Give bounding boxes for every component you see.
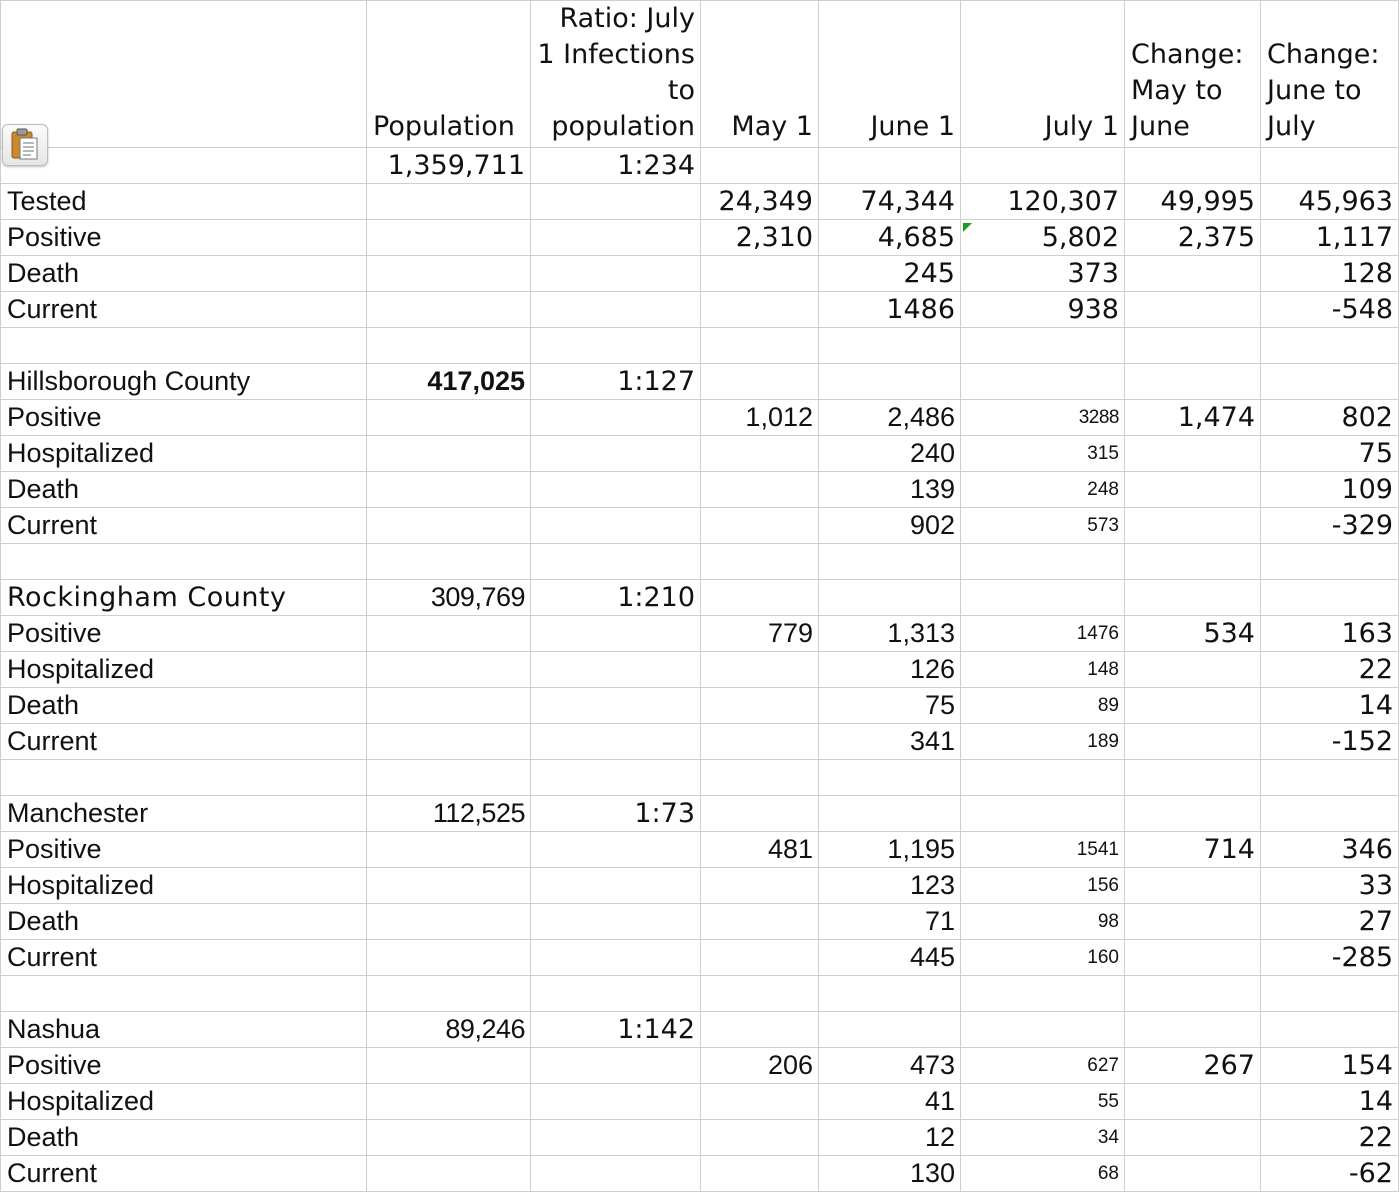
cell[interactable]: [531, 400, 701, 436]
cell-june[interactable]: 74,344: [819, 184, 961, 220]
cell[interactable]: [531, 220, 701, 256]
cell[interactable]: [531, 1120, 701, 1156]
cell[interactable]: [819, 1012, 961, 1048]
cell[interactable]: [531, 544, 701, 580]
cell[interactable]: [961, 580, 1125, 616]
cell[interactable]: [531, 724, 701, 760]
cell-may[interactable]: 481: [701, 832, 819, 868]
cell[interactable]: [531, 1084, 701, 1120]
cell-change-may-june[interactable]: 534: [1125, 616, 1261, 652]
cell-change-june-july[interactable]: -62: [1261, 1156, 1399, 1192]
cell-may[interactable]: [701, 292, 819, 328]
cell[interactable]: [701, 760, 819, 796]
cell-change-june-july[interactable]: 109: [1261, 472, 1399, 508]
cell[interactable]: [1125, 760, 1261, 796]
cell[interactable]: [819, 148, 961, 184]
cell-change-june-july[interactable]: -329: [1261, 508, 1399, 544]
cell-july[interactable]: 55: [961, 1084, 1125, 1120]
cell-change-june-july[interactable]: -285: [1261, 940, 1399, 976]
row-label[interactable]: Death: [1, 1120, 367, 1156]
cell-change-june-july[interactable]: 128: [1261, 256, 1399, 292]
table-row: [1, 436, 1399, 472]
cell[interactable]: [1125, 364, 1261, 400]
cell[interactable]: [1261, 328, 1399, 364]
cell[interactable]: [1261, 976, 1399, 1012]
cell-june[interactable]: 71: [819, 904, 961, 940]
table-row: [1, 940, 1399, 976]
cell-july[interactable]: 315: [961, 436, 1125, 472]
cell-june[interactable]: 473: [819, 1048, 961, 1084]
table-row: [1, 472, 1399, 508]
table-row: [1, 256, 1399, 292]
header-may[interactable]: May 1: [701, 1, 819, 148]
cell[interactable]: [367, 616, 531, 652]
region-ratio[interactable]: 1:142: [531, 1012, 701, 1048]
table-row: [1, 724, 1399, 760]
cell[interactable]: [531, 256, 701, 292]
cell-change-june-july[interactable]: 22: [1261, 652, 1399, 688]
region-header-row: [1, 1012, 1399, 1048]
cell-july[interactable]: 573: [961, 508, 1125, 544]
cell[interactable]: [819, 760, 961, 796]
cell-change-may-june[interactable]: [1125, 940, 1261, 976]
cell[interactable]: [1125, 544, 1261, 580]
cell[interactable]: [367, 688, 531, 724]
state-summary-row: [1, 148, 1399, 184]
cell-june[interactable]: 41: [819, 1084, 961, 1120]
cell[interactable]: [701, 544, 819, 580]
row-label[interactable]: Tested: [1, 184, 367, 220]
cell-june[interactable]: 4,685: [819, 220, 961, 256]
cell-july[interactable]: 120,307: [961, 184, 1125, 220]
cell[interactable]: [1261, 580, 1399, 616]
cell[interactable]: [819, 976, 961, 1012]
cell-may[interactable]: 779: [701, 616, 819, 652]
cell[interactable]: [701, 580, 819, 616]
cell[interactable]: [1125, 1012, 1261, 1048]
region-population[interactable]: 309,769: [367, 580, 531, 616]
cell[interactable]: [531, 292, 701, 328]
cell[interactable]: [367, 1156, 531, 1192]
cell[interactable]: [701, 148, 819, 184]
cell-change-june-july[interactable]: 75: [1261, 436, 1399, 472]
cell[interactable]: [531, 328, 701, 364]
region-header-row: [1, 796, 1399, 832]
cell[interactable]: [531, 1048, 701, 1084]
cell[interactable]: [961, 796, 1125, 832]
cell-change-june-july[interactable]: 14: [1261, 688, 1399, 724]
cell[interactable]: [961, 544, 1125, 580]
region-ratio[interactable]: 1:210: [531, 580, 701, 616]
header-ratio[interactable]: Ratio: July 1 Infections to population: [531, 1, 701, 148]
cell[interactable]: [701, 796, 819, 832]
cell-change-may-june[interactable]: [1125, 1156, 1261, 1192]
row-label[interactable]: Current: [1, 1156, 367, 1192]
cell-june[interactable]: 1486: [819, 292, 961, 328]
cell[interactable]: [367, 976, 531, 1012]
cell-change-may-june[interactable]: 2,375: [1125, 220, 1261, 256]
cell-may[interactable]: 2,310: [701, 220, 819, 256]
cell-change-june-july[interactable]: 27: [1261, 904, 1399, 940]
cell-change-may-june[interactable]: 1,474: [1125, 400, 1261, 436]
cell[interactable]: [531, 868, 701, 904]
cell-change-may-june[interactable]: [1125, 688, 1261, 724]
table-row: [1, 220, 1399, 256]
cell[interactable]: [367, 292, 531, 328]
cell-change-june-july[interactable]: 33: [1261, 868, 1399, 904]
cell-change-june-july[interactable]: 802: [1261, 400, 1399, 436]
region-ratio[interactable]: 1:73: [531, 796, 701, 832]
cell[interactable]: [531, 976, 701, 1012]
region-name[interactable]: Manchester: [1, 796, 367, 832]
cell[interactable]: [1261, 148, 1399, 184]
cell-may[interactable]: [701, 436, 819, 472]
cell[interactable]: [367, 724, 531, 760]
cell-june[interactable]: 445: [819, 940, 961, 976]
row-label[interactable]: Hospitalized: [1, 436, 367, 472]
cell-change-may-june[interactable]: 49,995: [1125, 184, 1261, 220]
cell-june[interactable]: 1,195: [819, 832, 961, 868]
table-row: [1, 292, 1399, 328]
table-row: [1, 508, 1399, 544]
cell-june[interactable]: 2,486: [819, 400, 961, 436]
table-row: [1, 1048, 1399, 1084]
cell[interactable]: [531, 940, 701, 976]
comment-indicator-icon[interactable]: [963, 223, 972, 232]
cell[interactable]: [367, 940, 531, 976]
cell-july[interactable]: 34: [961, 1120, 1125, 1156]
cell-may[interactable]: [701, 508, 819, 544]
cell[interactable]: [367, 508, 531, 544]
cell-july[interactable]: 160: [961, 940, 1125, 976]
clipboard-glyph: [10, 128, 40, 162]
cell[interactable]: [367, 904, 531, 940]
cell[interactable]: [367, 1084, 531, 1120]
region-population[interactable]: 112,525: [367, 796, 531, 832]
cell[interactable]: [367, 652, 531, 688]
cell[interactable]: [1261, 544, 1399, 580]
cell-change-may-june[interactable]: 714: [1125, 832, 1261, 868]
cell[interactable]: [531, 1156, 701, 1192]
cell-july[interactable]: 5,802: [961, 220, 1125, 256]
cell-may[interactable]: [701, 1156, 819, 1192]
cell[interactable]: [367, 472, 531, 508]
table-row: [1, 1156, 1399, 1192]
row-label[interactable]: Positive: [1, 220, 367, 256]
cell-june[interactable]: 240: [819, 436, 961, 472]
row-label[interactable]: Current: [1, 292, 367, 328]
cell-change-may-june[interactable]: [1125, 724, 1261, 760]
cell-may[interactable]: [701, 688, 819, 724]
cell[interactable]: [701, 1012, 819, 1048]
header-july[interactable]: July 1: [961, 1, 1125, 148]
cell[interactable]: [1125, 976, 1261, 1012]
cell-june[interactable]: 126: [819, 652, 961, 688]
cell-a1[interactable]: [1, 1, 367, 148]
cell[interactable]: [961, 976, 1125, 1012]
region-name[interactable]: Rockingham County: [1, 580, 367, 616]
cell-may[interactable]: 1,012: [701, 400, 819, 436]
cell-june[interactable]: 1,313: [819, 616, 961, 652]
cell[interactable]: [531, 832, 701, 868]
header-june[interactable]: June 1: [819, 1, 961, 148]
cell[interactable]: [961, 148, 1125, 184]
cell[interactable]: [701, 976, 819, 1012]
spacer-row: [1, 544, 1399, 580]
cell-june[interactable]: 341: [819, 724, 961, 760]
cell[interactable]: [819, 364, 961, 400]
cell-july[interactable]: 373: [961, 256, 1125, 292]
row-label[interactable]: Death: [1, 688, 367, 724]
table-row: [1, 652, 1399, 688]
cell[interactable]: [1, 148, 367, 184]
cell-july[interactable]: 1541: [961, 832, 1125, 868]
spacer-row: [1, 760, 1399, 796]
region-name[interactable]: Nashua: [1, 1012, 367, 1048]
table-row: [1, 688, 1399, 724]
cell[interactable]: [961, 328, 1125, 364]
cell[interactable]: [819, 796, 961, 832]
cell-may[interactable]: [701, 1084, 819, 1120]
cell-may[interactable]: [701, 904, 819, 940]
cell-july[interactable]: 3288: [961, 400, 1125, 436]
cell[interactable]: [531, 760, 701, 796]
table-row: [1, 868, 1399, 904]
cell[interactable]: [1, 760, 367, 796]
row-label[interactable]: Positive: [1, 616, 367, 652]
cell-july[interactable]: 248: [961, 472, 1125, 508]
clipboard-icon[interactable]: [2, 124, 48, 166]
cell[interactable]: [367, 328, 531, 364]
table-row: [1, 1084, 1399, 1120]
state-ratio[interactable]: 1:234: [531, 148, 701, 184]
spacer-row: [1, 976, 1399, 1012]
row-label[interactable]: Hospitalized: [1, 868, 367, 904]
cell[interactable]: [367, 760, 531, 796]
cell-change-june-july[interactable]: 1,117: [1261, 220, 1399, 256]
cell[interactable]: [1261, 1012, 1399, 1048]
cell-change-june-july[interactable]: 346: [1261, 832, 1399, 868]
cell[interactable]: [531, 508, 701, 544]
row-label[interactable]: Hospitalized: [1, 1084, 367, 1120]
cell[interactable]: [531, 688, 701, 724]
cell[interactable]: [961, 364, 1125, 400]
cell-change-june-july[interactable]: 163: [1261, 616, 1399, 652]
table-row: [1, 400, 1399, 436]
cell-may[interactable]: [701, 472, 819, 508]
row-label[interactable]: Positive: [1, 1048, 367, 1084]
cell[interactable]: [701, 328, 819, 364]
header-population[interactable]: Population: [367, 1, 531, 148]
cell-change-may-june[interactable]: [1125, 256, 1261, 292]
cell[interactable]: [701, 364, 819, 400]
cell[interactable]: [1261, 364, 1399, 400]
table-row: [1, 904, 1399, 940]
cell-june[interactable]: 12: [819, 1120, 961, 1156]
cell-change-june-july[interactable]: 45,963: [1261, 184, 1399, 220]
cell[interactable]: [1261, 760, 1399, 796]
cell[interactable]: [367, 832, 531, 868]
cell[interactable]: [1125, 328, 1261, 364]
cell-change-june-july[interactable]: -152: [1261, 724, 1399, 760]
cell-july[interactable]: 1476: [961, 616, 1125, 652]
row-label[interactable]: Death: [1, 904, 367, 940]
cell-may[interactable]: [701, 1120, 819, 1156]
header-change-may-june[interactable]: Change: May to June: [1125, 1, 1261, 148]
region-header-row: [1, 580, 1399, 616]
cell-change-june-july[interactable]: 14: [1261, 1084, 1399, 1120]
cell[interactable]: [531, 652, 701, 688]
cell[interactable]: [367, 256, 531, 292]
cell[interactable]: [531, 436, 701, 472]
cell-july[interactable]: 938: [961, 292, 1125, 328]
cell-may[interactable]: 206: [701, 1048, 819, 1084]
header-change-june-july[interactable]: Change: June to July: [1261, 1, 1399, 148]
row-label[interactable]: Hospitalized: [1, 652, 367, 688]
cell-july[interactable]: 89: [961, 688, 1125, 724]
cell-may[interactable]: [701, 724, 819, 760]
cell[interactable]: [819, 580, 961, 616]
cell-june[interactable]: 123: [819, 868, 961, 904]
cell[interactable]: [367, 868, 531, 904]
cell[interactable]: [1125, 580, 1261, 616]
header-row: [1, 1, 1399, 148]
cell-june[interactable]: 139: [819, 472, 961, 508]
cell[interactable]: [531, 184, 701, 220]
cell-change-may-june[interactable]: [1125, 1084, 1261, 1120]
cell[interactable]: [367, 184, 531, 220]
cell-july[interactable]: 189: [961, 724, 1125, 760]
cell-change-june-july[interactable]: -548: [1261, 292, 1399, 328]
table-row: [1, 184, 1399, 220]
row-label[interactable]: Death: [1, 256, 367, 292]
cell-july[interactable]: 98: [961, 904, 1125, 940]
cell-may[interactable]: [701, 256, 819, 292]
cell-may[interactable]: [701, 868, 819, 904]
cell[interactable]: [367, 1048, 531, 1084]
region-population[interactable]: 417,025: [367, 364, 531, 400]
cell[interactable]: [367, 436, 531, 472]
cell-june[interactable]: 75: [819, 688, 961, 724]
state-population[interactable]: 1,359,711: [367, 148, 531, 184]
cell[interactable]: [531, 616, 701, 652]
region-ratio[interactable]: 1:127: [531, 364, 701, 400]
cell[interactable]: [367, 1120, 531, 1156]
cell-july[interactable]: 627: [961, 1048, 1125, 1084]
cell-june[interactable]: 130: [819, 1156, 961, 1192]
cell-change-may-june[interactable]: 267: [1125, 1048, 1261, 1084]
region-population[interactable]: 89,246: [367, 1012, 531, 1048]
row-label[interactable]: Positive: [1, 400, 367, 436]
cell-change-may-june[interactable]: [1125, 652, 1261, 688]
cell-may[interactable]: [701, 652, 819, 688]
cell-change-may-june[interactable]: [1125, 508, 1261, 544]
table-row: [1, 616, 1399, 652]
cell[interactable]: [1125, 796, 1261, 832]
spacer-row: [1, 328, 1399, 364]
cell[interactable]: [531, 904, 701, 940]
cell-july[interactable]: 148: [961, 652, 1125, 688]
cell-change-may-june[interactable]: [1125, 1120, 1261, 1156]
cell-change-june-july[interactable]: 22: [1261, 1120, 1399, 1156]
region-header-row: [1, 364, 1399, 400]
row-label[interactable]: Current: [1, 724, 367, 760]
row-label[interactable]: Positive: [1, 832, 367, 868]
table-row: [1, 832, 1399, 868]
cell-change-may-june[interactable]: [1125, 436, 1261, 472]
cell[interactable]: [367, 544, 531, 580]
cell[interactable]: [961, 1012, 1125, 1048]
row-label[interactable]: Current: [1, 940, 367, 976]
cell[interactable]: [367, 220, 531, 256]
cell-may[interactable]: [701, 940, 819, 976]
cell[interactable]: [531, 472, 701, 508]
cell-change-may-june[interactable]: [1125, 292, 1261, 328]
cell[interactable]: [1, 976, 367, 1012]
cell[interactable]: [961, 760, 1125, 796]
cell-july[interactable]: 156: [961, 868, 1125, 904]
region-name[interactable]: Hillsborough County: [1, 364, 367, 400]
table-row: [1, 1120, 1399, 1156]
cell[interactable]: [819, 544, 961, 580]
cell[interactable]: [1, 544, 367, 580]
row-label[interactable]: Death: [1, 472, 367, 508]
cell-change-may-june[interactable]: [1125, 868, 1261, 904]
cell-june[interactable]: 245: [819, 256, 961, 292]
cell-change-may-june[interactable]: [1125, 904, 1261, 940]
cell-may[interactable]: 24,349: [701, 184, 819, 220]
cell-june[interactable]: 902: [819, 508, 961, 544]
cell[interactable]: [819, 328, 961, 364]
cell-change-may-june[interactable]: [1125, 472, 1261, 508]
cell[interactable]: [1261, 796, 1399, 832]
cell[interactable]: [367, 400, 531, 436]
cell-change-june-july[interactable]: 154: [1261, 1048, 1399, 1084]
cell[interactable]: [1125, 148, 1261, 184]
cell[interactable]: [1, 328, 367, 364]
row-label[interactable]: Current: [1, 508, 367, 544]
cell-july[interactable]: 68: [961, 1156, 1125, 1192]
